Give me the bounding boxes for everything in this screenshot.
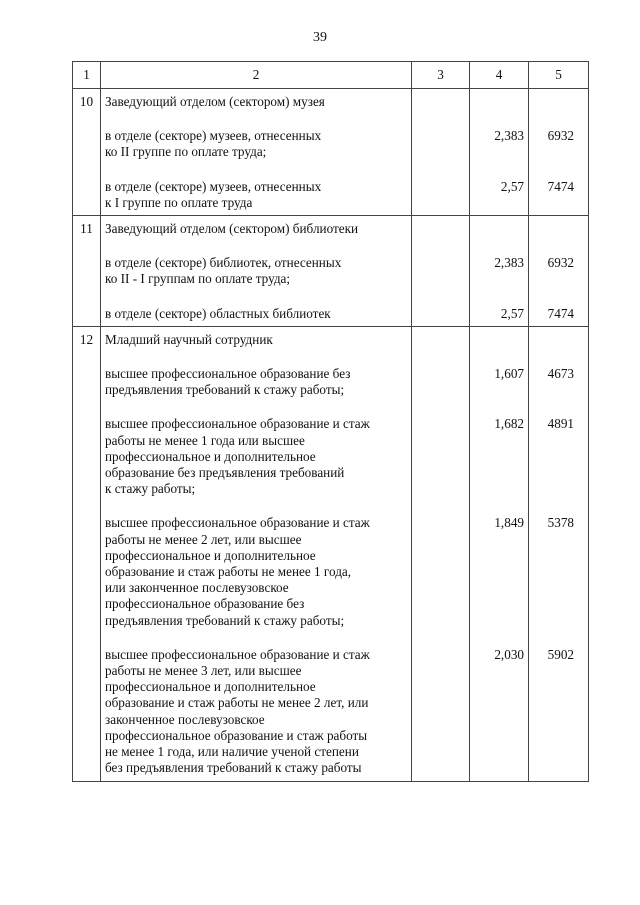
criteria-item [105, 255, 407, 287]
criteria-line: профессиональное и дополнительное [105, 547, 316, 563]
table-row [73, 326, 589, 781]
salary-cell [529, 216, 589, 327]
criteria-line: профессиональное и дополнительное [105, 448, 316, 464]
criteria-line: в отделе (секторе) музеев, отнесенных [105, 128, 322, 144]
header-col-2: 2 [101, 62, 412, 89]
criteria-line: ко II группе по оплате труда; [105, 144, 267, 160]
criteria-line: работы не менее 2 лет, или высшее [105, 531, 302, 547]
criteria-line: или законченное послевузовское [105, 580, 289, 596]
coefficient-value: 1,849 [494, 515, 524, 531]
header-col-5: 5 [529, 62, 589, 89]
salary-value: 5902 [547, 646, 574, 662]
salary-table [72, 61, 589, 782]
criteria-line: высшее профессиональное образование и стаж [105, 646, 370, 662]
criteria-item [105, 416, 407, 497]
salary-value: 7474 [547, 178, 574, 194]
column-3-cell [412, 326, 470, 781]
coefficient-cell [470, 89, 529, 216]
criteria-line: работы не менее 3 лет, или высшее [105, 663, 302, 679]
salary-value: 6932 [547, 128, 574, 144]
criteria-line: ко II - I группам по оплате труда; [105, 271, 291, 287]
criteria-line: профессиональное образование без [105, 596, 305, 612]
salary-value: 4673 [547, 366, 574, 382]
page-number: 39 [313, 30, 327, 45]
table-row [73, 89, 589, 216]
coefficient-value: 1,607 [494, 366, 524, 382]
header-col-4: 4 [470, 62, 529, 89]
criteria-line: высшее профессиональное образование и стаж [105, 416, 370, 432]
salary-value: 4891 [547, 416, 574, 432]
coefficient-value: 2,383 [494, 255, 524, 271]
position-title: Заведующий отделом (сектором) музея [105, 94, 325, 109]
salary-cell [529, 89, 589, 216]
salary-value: 5378 [547, 515, 574, 531]
criteria-item [105, 515, 407, 628]
coefficient-value: 1,682 [494, 416, 524, 432]
coefficient-value: 2,57 [500, 305, 524, 321]
criteria-item [105, 306, 407, 322]
table-row [73, 216, 589, 327]
column-3-cell [412, 89, 470, 216]
column-3-cell [412, 216, 470, 327]
position-description [101, 326, 412, 781]
coefficient-value: 2,57 [500, 178, 524, 194]
criteria-line: не менее 1 года, или наличие ученой степени [105, 744, 359, 760]
criteria-line: образование и стаж работы не менее 2 лет, или [105, 695, 369, 711]
coefficient-value: 2,383 [494, 128, 524, 144]
table-body [73, 89, 589, 782]
criteria-line: образование без предъявления требований [105, 465, 345, 481]
row-number: 12 [73, 326, 101, 781]
criteria-line: предъявления требований к стажу работы; [105, 612, 345, 628]
row-number: 10 [73, 89, 101, 216]
criteria-line: работы не менее 1 года или высшее [105, 432, 305, 448]
coefficient-cell [470, 216, 529, 327]
criteria-item [105, 647, 407, 777]
salary-value: 7474 [547, 305, 574, 321]
coefficient-value: 2,030 [494, 646, 524, 662]
criteria-line: предъявления требований к стажу работы; [105, 382, 345, 398]
criteria-line: в отделе (секторе) музеев, отнесенных [105, 178, 322, 194]
criteria-line: к стажу работы; [105, 481, 196, 497]
criteria-line: высшее профессиональное образование и стаж [105, 515, 370, 531]
salary-value: 6932 [547, 255, 574, 271]
criteria-line: без предъявления требований к стажу работы [105, 760, 362, 776]
criteria-line: к I группе по оплате труда [105, 194, 253, 210]
criteria-line: профессиональное и дополнительное [105, 679, 316, 695]
criteria-item [105, 179, 407, 211]
position-title: Младший научный сотрудник [105, 331, 273, 347]
position-title: Заведующий отделом (сектором) библиотеки [105, 221, 359, 237]
criteria-item [105, 128, 407, 160]
criteria-line: образование и стаж работы не менее 1 года, [105, 564, 352, 580]
row-number: 11 [73, 216, 101, 327]
header-col-3: 3 [412, 62, 470, 89]
header-row [73, 62, 589, 89]
salary-cell [529, 326, 589, 781]
criteria-item [105, 366, 407, 398]
coefficient-cell [470, 326, 529, 781]
criteria-line: высшее профессиональное образование без [105, 366, 351, 382]
criteria-line: в отделе (секторе) областных библиотек [105, 305, 331, 321]
position-description [101, 89, 412, 216]
criteria-line: в отделе (секторе) библиотек, отнесенных [105, 255, 342, 271]
criteria-line: профессиональное образование и стаж работы [105, 727, 368, 743]
header-col-1: 1 [73, 62, 101, 89]
criteria-line: законченное послевузовское [105, 711, 265, 727]
position-description [101, 216, 412, 327]
